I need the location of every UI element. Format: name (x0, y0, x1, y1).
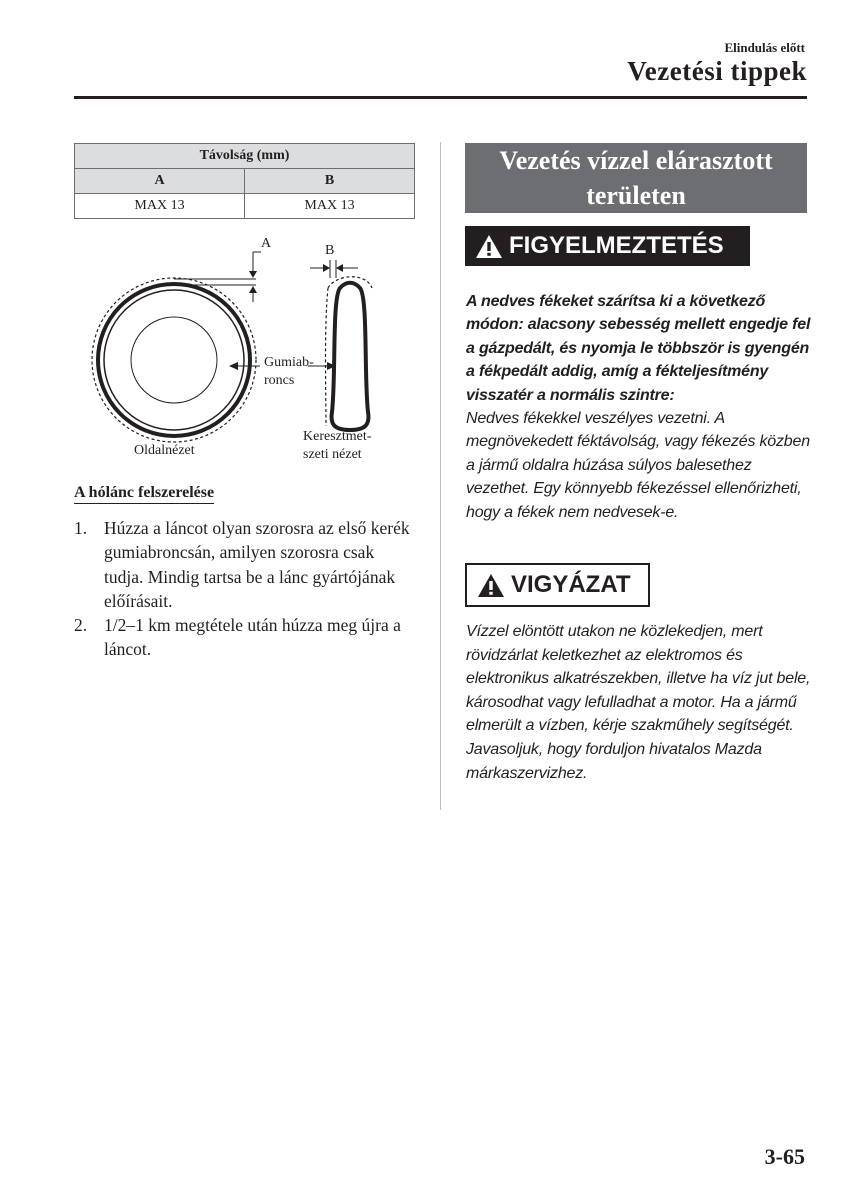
cross-view-label-line1: Keresztmet- (303, 429, 372, 444)
dimension-a-marker (174, 252, 261, 302)
side-view-label: Oldalnézet (134, 443, 195, 458)
cross-view-label-line2: szeti nézet (303, 447, 362, 462)
step-text: Húzza a láncot olyan szorosra az első kerék gumiabroncsán, amilyen szorosra csak tudja. Mindig tartsa be a lánc gyártójának előírásait. (104, 518, 410, 611)
warning-body-text: Nedves fékekkel veszélyes vezetni. A megnövekedett féktávolság, vagy fékezés közben a jármű oldalra húzása súlyos balesethez vezethet. Egy könnyebb fékezéssel ellenőrizheti, hogy a fékek nem nedvesek-e. (466, 410, 810, 521)
warning-label: FIGYELMEZTETÉS (509, 232, 724, 259)
caution-body-text: Vízzel elöntött utakon ne közlekedjen, mert rövidzárlat keletkezhet az elektromos és elektronikus alkatrészekben, illetve ha víz jut bele, károsodhat vagy lefulladhat a motor. Ha a jármű elmerült a vízben, kérje szakműhely segítségét. Javasoljuk, hogy forduljon hivatalos Mazda márkaszervizhez. (466, 623, 811, 782)
warning-label-box (465, 226, 750, 266)
column-divider (440, 142, 441, 810)
caution-label: VIGYÁZAT (511, 571, 631, 598)
warning-text-block (466, 290, 811, 524)
tire-label-line1: Gumiab- (264, 355, 314, 370)
list-item (74, 613, 414, 662)
dimension-b-marker (310, 260, 358, 278)
topic-title-line1: Vezetés vízzel elárasztott (499, 146, 773, 175)
topic-title-line2: területen (586, 181, 686, 210)
chain-steps-list (74, 516, 414, 662)
label-a: A (261, 236, 272, 251)
table-cell-a: MAX 13 (75, 194, 245, 219)
step-text: 1/2–1 km megtétele után húzza meg újra a láncot. (104, 615, 401, 660)
caution-label-box (465, 563, 650, 607)
side-view-tire (92, 278, 256, 442)
step-number: 1. (74, 518, 88, 538)
table-header-b: B (245, 169, 415, 194)
warning-triangle-icon (477, 573, 505, 598)
table-title: Távolság (mm) (75, 144, 415, 169)
tire-chain-diagram (74, 226, 415, 476)
section-label: Elindulás előtt (724, 40, 805, 55)
warning-bold-text: A nedves fékeket szárítsa ki a következő módon: alacsony sebesség mellett engedje fel a gázpedált, és nyomja le többször is gyengén a fékpedált addig, amíg a fékteljesítmény visszatér a normális szintre: (466, 293, 811, 404)
table-header-a: A (75, 169, 245, 194)
header-rule (74, 96, 807, 99)
chain-section-heading: A hólánc felszerelése (74, 484, 214, 504)
page-number: 3-65 (764, 1144, 805, 1169)
step-number: 2. (74, 615, 88, 636)
label-b: B (325, 243, 335, 258)
list-item (74, 516, 414, 613)
cross-section-tire (326, 277, 373, 430)
distance-table (74, 143, 415, 219)
page-title: Vezetési tippek (627, 56, 807, 86)
table-cell-b: MAX 13 (245, 194, 415, 219)
warning-triangle-icon (475, 234, 503, 259)
topic-heading-box (465, 143, 807, 213)
tire-label-line2: roncs (264, 373, 295, 388)
